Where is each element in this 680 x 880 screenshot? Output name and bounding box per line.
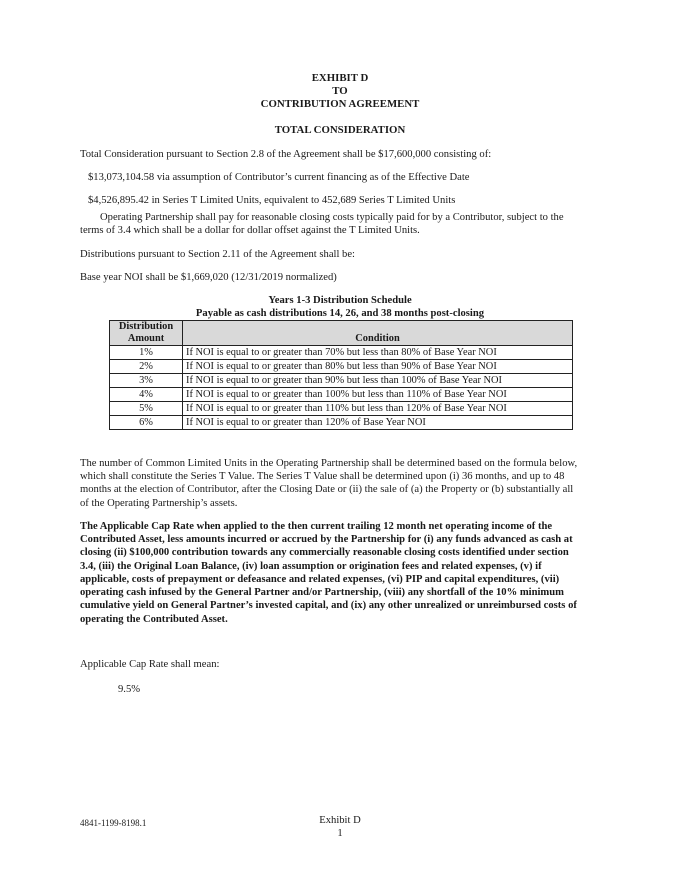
footer-exhibit-label: Exhibit D — [319, 815, 361, 826]
cap-rate-line: applicable, costs of prepayment or defeasance and related expenses, (vi) PIP and capital expenditures, (vii) — [80, 573, 560, 585]
cap-rate-line: Contributed Asset, less amounts incurred or accrued by the Partnership for (i) any funds advanced as cash at — [80, 534, 573, 546]
consideration-item-2: $4,526,895.42 in Series T Limited Units, equivalent to 452,689 Series T Limited Units — [88, 195, 456, 206]
condition-cell: If NOI is equal to or greater than 100% but less than 110% of Base Year NOI — [183, 388, 573, 402]
condition-cell: If NOI is equal to or greater than 110% but less than 120% of Base Year NOI — [183, 402, 573, 416]
closing-costs-line: terms of 3.4 which shall be a dollar for dollar offset against the T Limited Units. — [80, 225, 420, 237]
cap-rate-line: closing (ii) $100,000 contribution towards any commercially reasonable closing costs identified under section — [80, 547, 569, 559]
distribution-amount-cell: 2% — [110, 360, 183, 374]
column-header-condition: Condition — [183, 321, 573, 346]
cap-rate-line: operating the Contributed Asset. — [80, 613, 228, 625]
cap-rate-label: Applicable Cap Rate shall mean: — [80, 659, 220, 670]
cap-rate-value: 9.5% — [118, 684, 141, 695]
distribution-schedule-table — [109, 320, 573, 430]
exhibit-title: EXHIBIT D — [311, 72, 369, 84]
section-title: TOTAL CONSIDERATION — [274, 124, 406, 136]
intro-text: Total Consideration pursuant to Section 2.8 of the Agreement shall be $17,600,000 consisting of: — [80, 149, 492, 160]
condition-cell: If NOI is equal to or greater than 70% but less than 80% of Base Year NOI — [183, 346, 573, 360]
distributions-intro: Distributions pursuant to Section 2.11 of the Agreement shall be: — [80, 249, 356, 260]
table-row — [110, 402, 573, 416]
cap-rate-paragraph — [80, 520, 602, 626]
base-year-noi: Base year NOI shall be $1,669,020 (12/31/2019 normalized) — [80, 272, 337, 283]
table-row — [110, 388, 573, 402]
units-paragraph — [80, 457, 602, 510]
table-row — [110, 346, 573, 360]
units-line: The number of Common Limited Units in the Operating Partnership shall be determined based on the formula below, — [80, 458, 578, 469]
cap-rate-line: cumulative yield on General Partner’s invested capital, and (ix) any other unrealized or unreimbursed costs of — [80, 600, 577, 612]
distribution-amount-cell: 6% — [110, 416, 183, 430]
column-header-amount — [110, 321, 183, 346]
schedule-title: Years 1-3 Distribution Schedule — [268, 295, 412, 306]
distribution-amount-cell: 1% — [110, 346, 183, 360]
table-row — [110, 360, 573, 374]
cap-rate-line: The Applicable Cap Rate when applied to the then current trailing 12 month net operating income of the — [80, 521, 553, 532]
table-row — [110, 416, 573, 430]
distribution-amount-cell: 4% — [110, 388, 183, 402]
document-id: 4841-1199-8198.1 — [80, 818, 147, 828]
column-header-amount-line2: Amount — [127, 333, 165, 344]
distribution-amount-cell: 3% — [110, 374, 183, 388]
column-header-amount-line1: Distribution — [118, 321, 174, 332]
consideration-item-1: $13,073,104.58 via assumption of Contributor’s current financing as of the Effective Date — [88, 172, 470, 183]
units-line: which shall constitute the Series T Value. The Series T Value shall be determined upon (i) 36 months, and up to 48 — [80, 471, 565, 483]
exhibit-to: TO — [332, 85, 348, 97]
agreement-title: CONTRIBUTION AGREEMENT — [260, 98, 420, 110]
condition-cell: If NOI is equal to or greater than 90% but less than 100% of Base Year NOI — [183, 374, 573, 388]
table-header-row — [110, 321, 573, 346]
units-line: months at the election of Contributor, after the Closing Date or (ii) the sale of (a) the Property or (b) substantially all — [80, 484, 574, 496]
condition-cell: If NOI is equal to or greater than 120% of Base Year NOI — [183, 416, 573, 430]
condition-cell: If NOI is equal to or greater than 80% but less than 90% of Base Year NOI — [183, 360, 573, 374]
closing-costs-line: Operating Partnership shall pay for reasonable closing costs typically paid for by a Contributor, subject to the — [100, 212, 564, 223]
units-line: of the Operating Partnership’s assets. — [80, 497, 238, 509]
cap-rate-line: operating cash infused by the General Partner and/or Partnership, (viii) any shortfall of the 10% minimum — [80, 587, 564, 599]
schedule-subtitle: Payable as cash distributions 14, 26, and 38 months post-closing — [195, 308, 485, 319]
closing-costs-paragraph — [80, 211, 602, 237]
distribution-amount-cell: 5% — [110, 402, 183, 416]
table-row — [110, 374, 573, 388]
page-number: 1 — [337, 828, 343, 839]
cap-rate-line: 3.4, (iii) the Original Loan Balance, (iv) loan assumption or origination fees and related expenses, (v) if — [80, 560, 542, 572]
